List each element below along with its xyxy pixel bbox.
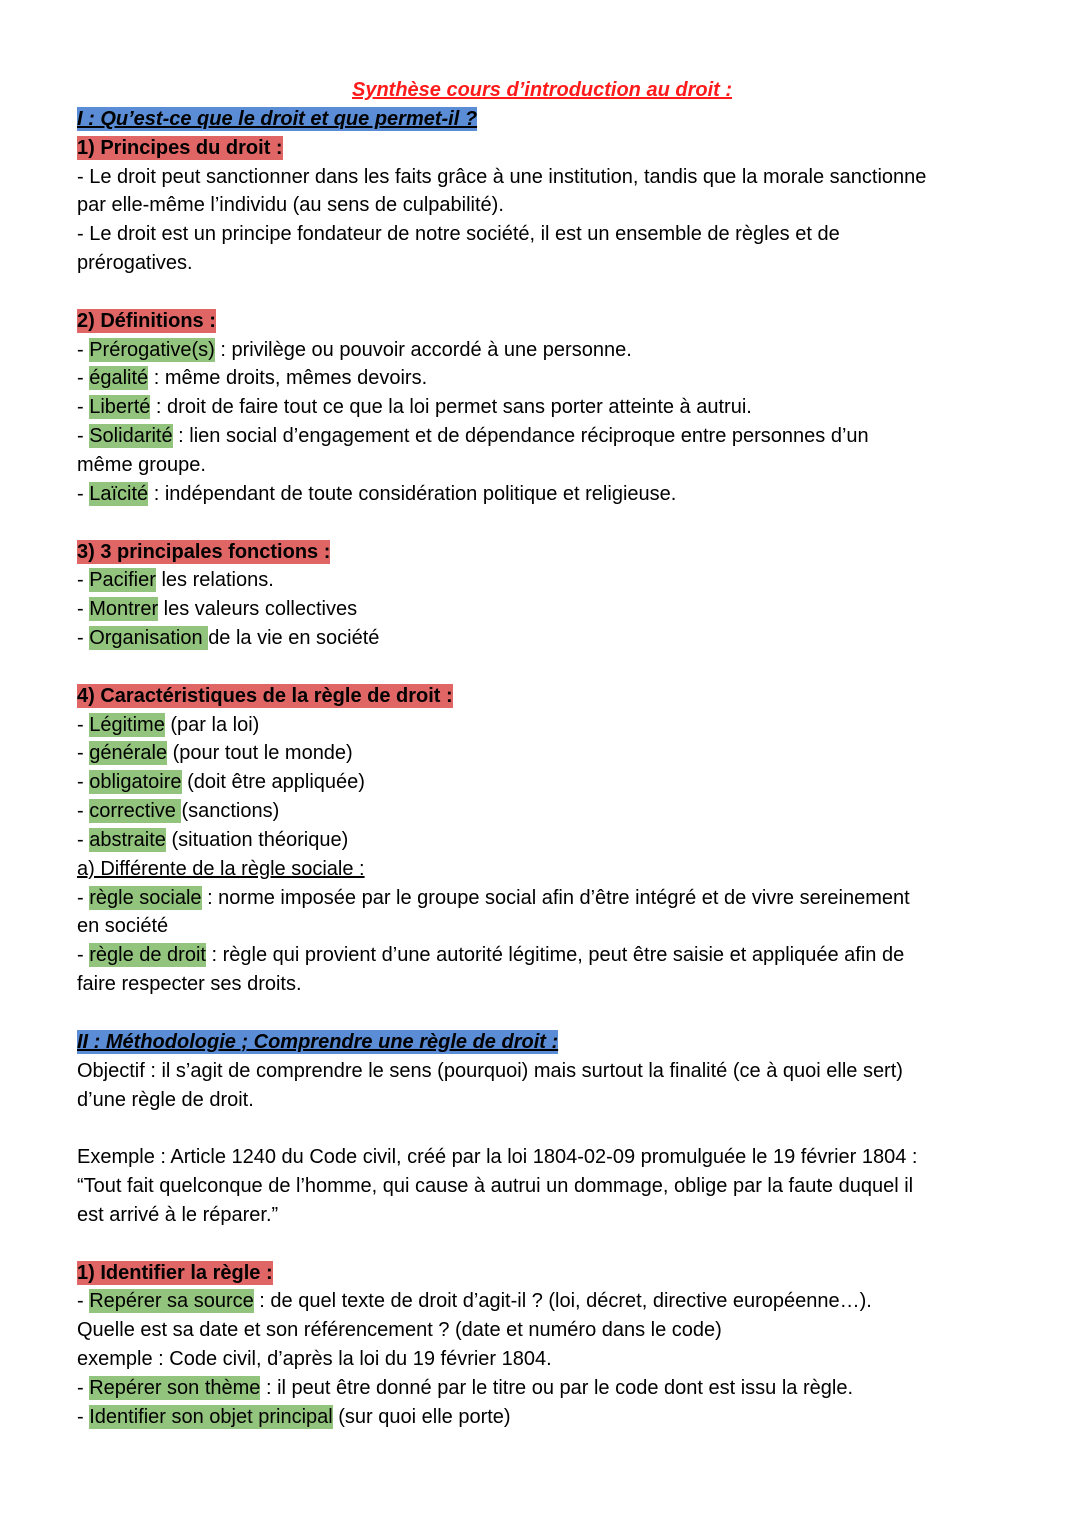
list-item: - règle de droit : règle qui provient d’une autorité légitime, peut être saisie et appliquée afin de bbox=[77, 944, 905, 967]
part2-heading: II : Méthodologie ; Comprendre une règle de droit : bbox=[77, 1030, 559, 1053]
highlight-term: abstraite bbox=[89, 828, 166, 851]
document-title: Synthèse cours d’introduction au droit : bbox=[351, 79, 733, 101]
paragraph-line: Objectif : il s’agit de comprendre le sens (pourquoi) mais surtout la finalité (ce à quoi elle sert) bbox=[77, 1059, 903, 1082]
paragraph-line: en société bbox=[77, 915, 169, 938]
definition-item: - Laïcité : indépendant de toute considération politique et religieuse. bbox=[77, 482, 677, 505]
highlight-term: Repérer sa source bbox=[89, 1290, 254, 1313]
highlight-term: Identifier son objet principal bbox=[89, 1405, 333, 1428]
paragraph-line: Quelle est sa date et son référencement ? (date et numéro dans le code) bbox=[77, 1319, 722, 1342]
definition-item: - Liberté : droit de faire tout ce que la loi permet sans porter atteinte à autrui. bbox=[77, 396, 752, 419]
highlight-term: Pacifier bbox=[89, 569, 156, 592]
definition-item: - égalité : même droits, mêmes devoirs. bbox=[77, 367, 428, 390]
list-item: - générale (pour tout le monde) bbox=[77, 742, 353, 765]
section-heading-caracteristiques: 4) Caractéristiques de la règle de droit : bbox=[77, 684, 453, 707]
list-item: - Repérer son thème : il peut être donné par le titre ou par le code dont est issu la règle. bbox=[77, 1376, 853, 1399]
list-item: - Montrer les valeurs collectives bbox=[77, 598, 358, 621]
paragraph-line: par elle-même l’individu (au sens de culpabilité). bbox=[77, 194, 504, 217]
paragraph-line: - Le droit peut sanctionner dans les faits grâce à une institution, tandis que la morale sanctionne bbox=[77, 165, 927, 188]
paragraph-line: Exemple : Article 1240 du Code civil, créé par la loi 1804-02-09 promulguée le 19 février 1804 : bbox=[77, 1146, 918, 1169]
paragraph-line: exemple : Code civil, d’après la loi du 19 février 1804. bbox=[77, 1348, 552, 1371]
definition-term: égalité bbox=[89, 367, 149, 390]
highlight-term: générale bbox=[89, 742, 168, 765]
list-item: - abstraite (situation théorique) bbox=[77, 828, 349, 851]
paragraph-line: prérogatives. bbox=[77, 252, 193, 275]
definition-term: Solidarité bbox=[89, 425, 173, 448]
section-heading-fonctions: 3) 3 principales fonctions : bbox=[77, 540, 331, 563]
highlight-term: règle sociale bbox=[89, 886, 202, 909]
paragraph-line: “Tout fait quelconque de l’homme, qui cause à autrui un dommage, oblige par la faute duquel il bbox=[77, 1175, 914, 1198]
subsection-heading: a) Différente de la règle sociale : bbox=[77, 857, 365, 880]
highlight-term: Légitime bbox=[89, 713, 165, 736]
highlight-term: Montrer bbox=[89, 598, 159, 621]
definition-term: Laïcité bbox=[89, 482, 149, 505]
highlight-term: règle de droit bbox=[89, 944, 206, 967]
list-item: - Repérer sa source : de quel texte de droit d’agit-il ? (loi, décret, directive européenne…). bbox=[77, 1290, 872, 1313]
list-item: - Organisation de la vie en société bbox=[77, 627, 380, 650]
paragraph-line: d’une règle de droit. bbox=[77, 1088, 254, 1111]
section-heading-definitions: 2) Définitions : bbox=[77, 309, 216, 332]
highlight-term: Repérer son thème bbox=[89, 1376, 261, 1399]
paragraph-line: - Le droit est un principe fondateur de notre société, il est un ensemble de règles et de bbox=[77, 223, 840, 246]
list-item: - Légitime (par la loi) bbox=[77, 713, 260, 736]
definition-term: Liberté bbox=[89, 396, 151, 419]
highlight-term: corrective bbox=[89, 800, 182, 823]
definition-item: - Solidarité : lien social d’engagement et de dépendance réciproque entre personnes d’un bbox=[77, 425, 869, 448]
document-body bbox=[77, 76, 1017, 1432]
paragraph-line: même groupe. bbox=[77, 453, 206, 476]
list-item: - Pacifier les relations. bbox=[77, 569, 274, 592]
part1-heading: I : Qu’est-ce que le droit et que permet-il ? bbox=[77, 107, 478, 130]
highlight-term: obligatoire bbox=[89, 771, 182, 794]
list-item: - obligatoire (doit être appliquée) bbox=[77, 771, 365, 794]
list-item: - corrective (sanctions) bbox=[77, 800, 280, 823]
paragraph-line: faire respecter ses droits. bbox=[77, 973, 302, 996]
list-item: - règle sociale : norme imposée par le groupe social afin d’être intégré et de vivre sereinement bbox=[77, 886, 910, 909]
section-heading-principes: 1) Principes du droit : bbox=[77, 136, 283, 159]
definition-term: Prérogative(s) bbox=[89, 338, 215, 361]
list-item: - Identifier son objet principal (sur quoi elle porte) bbox=[77, 1405, 511, 1428]
definition-item: - Prérogative(s) : privilège ou pouvoir accordé à une personne. bbox=[77, 338, 632, 361]
highlight-term: Organisation bbox=[89, 627, 209, 650]
paragraph-line: est arrivé à le réparer.” bbox=[77, 1203, 279, 1226]
section-heading-identifier: 1) Identifier la règle : bbox=[77, 1261, 273, 1284]
